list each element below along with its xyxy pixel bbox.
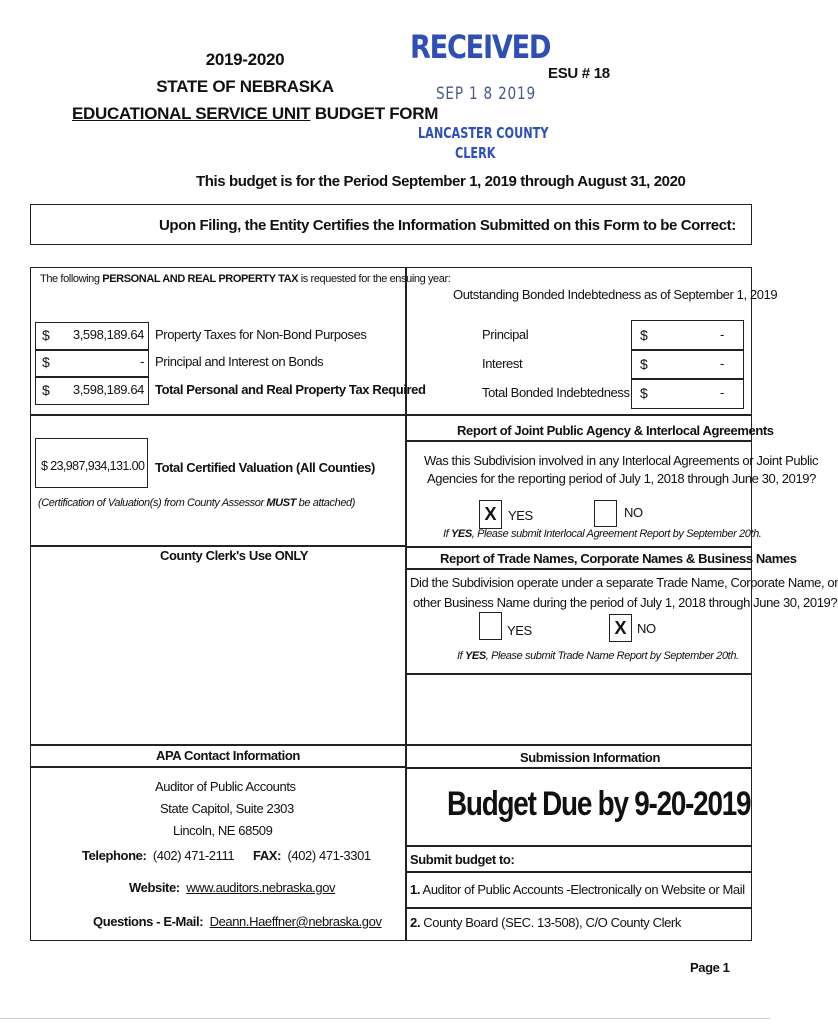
tax-row-label: Property Taxes for Non-Bond Purposes (155, 327, 367, 342)
bonded-row-line-1 (631, 349, 744, 351)
stamp-clerk: CLERK (455, 144, 496, 162)
joint-note (443, 528, 761, 540)
bonded-row-value: - (720, 356, 724, 371)
apa-telephone (82, 848, 234, 863)
apa-email-label: Questions - E-Mail: (93, 914, 204, 929)
apa-line1: Auditor of Public Accounts (155, 779, 296, 794)
option-1-number: 1. (410, 882, 421, 897)
tax-row-label: Total Personal and Real Property Tax Required (155, 382, 426, 397)
form-title (72, 104, 439, 124)
tax-intro (40, 273, 450, 285)
trade-no-label: NO (637, 621, 656, 636)
bonded-row-label: Interest (482, 356, 523, 371)
joint-question-l2: Agencies for the reporting period of July 1, 2018 through June 30, 2019? (427, 471, 816, 486)
bonded-value-box (631, 320, 744, 409)
budget-period: This budget is for the Period September 1, 2019 through August 31, 2020 (196, 173, 686, 190)
trade-yes-label: YES (507, 623, 532, 638)
apa-fax (253, 848, 371, 863)
joint-title-rule (405, 440, 752, 442)
submission-opt1-rule (405, 907, 752, 909)
apa-email-link[interactable]: Deann.Haeffner@nebraska.gov (209, 914, 382, 929)
bonded-row-value: - (720, 385, 724, 400)
bonded-row-currency: $ (640, 356, 648, 372)
state-name: STATE OF NEBRASKA (156, 77, 334, 96)
received-stamp (410, 28, 551, 66)
submission-title-rule (405, 767, 752, 769)
apa-tel-label: Telephone: (82, 848, 147, 863)
submission-title: Submission Information (520, 750, 660, 765)
bonded-row-currency: $ (640, 385, 648, 401)
tax-row-line-2 (35, 376, 149, 378)
tax-intro-pre: The following (40, 273, 103, 285)
trade-note-yes: YES (464, 650, 486, 662)
trade-note-rest: , Please submit Trade Name Report by September 20th. (485, 650, 739, 662)
apa-email (93, 914, 382, 929)
joint-note-if: If (443, 528, 451, 540)
apa-web-label: Website: (129, 880, 180, 895)
apa-fax-label: FAX: (253, 848, 282, 863)
row-divider-left-clerk (30, 545, 406, 547)
apa-line3: Lincoln, NE 68509 (173, 823, 273, 838)
valuation-amount: $ 23,987,934,131.00 (41, 459, 145, 473)
budget-year: 2019-2020 (205, 50, 285, 69)
trade-question-l2: other Business Name during the period of July 1, 2018 through June 30, 2019? (413, 595, 838, 610)
tax-intro-bold: PERSONAL AND REAL PROPERTY TAX (102, 273, 299, 285)
tax-row-label: Principal and Interest on Bonds (155, 354, 324, 369)
valuation-note-pre: (Certification of Valuation(s) from County Assessor (38, 497, 267, 509)
scan-edge (0, 1018, 770, 1019)
row-divider-2 (30, 744, 752, 746)
submit-to: Submit budget to: (410, 852, 515, 867)
stamp-county: LANCASTER COUNTY (418, 124, 549, 142)
trade-yes-checkbox[interactable] (479, 612, 502, 640)
option-2-number: 2. (410, 915, 421, 930)
bonded-row-currency: $ (640, 327, 648, 343)
joint-no-label: NO (624, 505, 643, 520)
apa-title: APA Contact Information (156, 748, 300, 763)
submission-option-2 (410, 915, 681, 930)
tax-row-currency: $ (42, 382, 50, 398)
submission-due-rule (405, 845, 752, 847)
bonded-row-line-2 (631, 378, 744, 380)
joint-note-yes: YES (450, 528, 472, 540)
submission-submitto-rule (405, 871, 752, 873)
apa-tel-value: (402) 471-2111 (152, 848, 235, 863)
bonded-row-label: Principal (482, 327, 529, 342)
tax-row-currency: $ (42, 354, 50, 370)
apa-fax-value: (402) 471-3301 (287, 848, 371, 863)
tax-row-amount: 3,598,189.64 (72, 382, 144, 397)
certify-banner-text: Upon Filing, the Entity Certifies the Information Submitted on this Form to be Correct: (159, 217, 736, 234)
joint-title: Report of Joint Public Agency & Interlocal Agreements (457, 423, 774, 438)
bonded-row-label: Total Bonded Indebtedness (482, 385, 630, 400)
apa-line2: State Capitol, Suite 2303 (160, 801, 294, 816)
trade-note (457, 650, 739, 662)
joint-yes-checkbox[interactable]: X (479, 500, 502, 529)
trade-bottom-rule (405, 673, 752, 675)
tax-row-currency: $ (42, 327, 50, 343)
budget-due: Budget Due by 9-20-2019 (447, 785, 751, 823)
clerk-use-heading: County Clerk's Use ONLY (160, 548, 309, 563)
apa-title-rule (30, 766, 406, 768)
option-2-text: County Board (SEC. 13-508), C/O County Clerk (423, 915, 681, 930)
esu-number: ESU # 18 (548, 65, 610, 82)
apa-website (129, 880, 335, 895)
trade-title: Report of Trade Names, Corporate Names & Business Names (440, 551, 797, 566)
joint-note-rest: , Please submit Interlocal Agreement Report by September 20th. (471, 528, 762, 540)
stamp-received: RECEIVED (410, 28, 551, 66)
tax-intro-post: is requested for the ensuing year: (298, 273, 451, 285)
bonded-row-value: - (720, 327, 724, 342)
joint-yes-label: YES (508, 508, 533, 523)
tax-row-line-1 (35, 349, 149, 351)
form-title-rest: BUDGET FORM (310, 104, 439, 123)
tax-row-amount: 3,598,189.64 (72, 327, 144, 342)
trade-title-rule (405, 568, 752, 570)
trade-no-checkbox[interactable]: X (609, 614, 632, 642)
joint-question-l1: Was this Subdivision involved in any Interlocal Agreements or Joint Public (424, 453, 819, 468)
joint-bottom-rule (405, 546, 752, 548)
valuation-note-bold: MUST (266, 497, 296, 509)
tax-row-amount: - (140, 354, 144, 369)
valuation-note (38, 497, 355, 509)
valuation-label: Total Certified Valuation (All Counties) (155, 460, 375, 475)
trade-question-l1: Did the Subdivision operate under a separate Trade Name, Corporate Name, or (410, 575, 838, 590)
submission-option-1 (410, 882, 745, 897)
page-number: Page 1 (690, 960, 730, 975)
stamp-date: SEP 1 8 2019 (436, 84, 536, 104)
valuation-note-post: be attached) (296, 497, 356, 509)
apa-web-link[interactable]: www.auditors.nebraska.gov (186, 880, 336, 895)
row-divider-1 (30, 414, 752, 416)
col-divider-lower (405, 414, 407, 941)
bonded-title: Outstanding Bonded Indebtedness as of September 1, 2019 (453, 287, 778, 302)
trade-note-if: If (457, 650, 465, 662)
joint-no-checkbox[interactable] (594, 500, 617, 527)
form-title-esu: EDUCATIONAL SERVICE UNIT (72, 104, 311, 123)
option-1-text: Auditor of Public Accounts -Electronically on Website or Mail (422, 882, 745, 897)
